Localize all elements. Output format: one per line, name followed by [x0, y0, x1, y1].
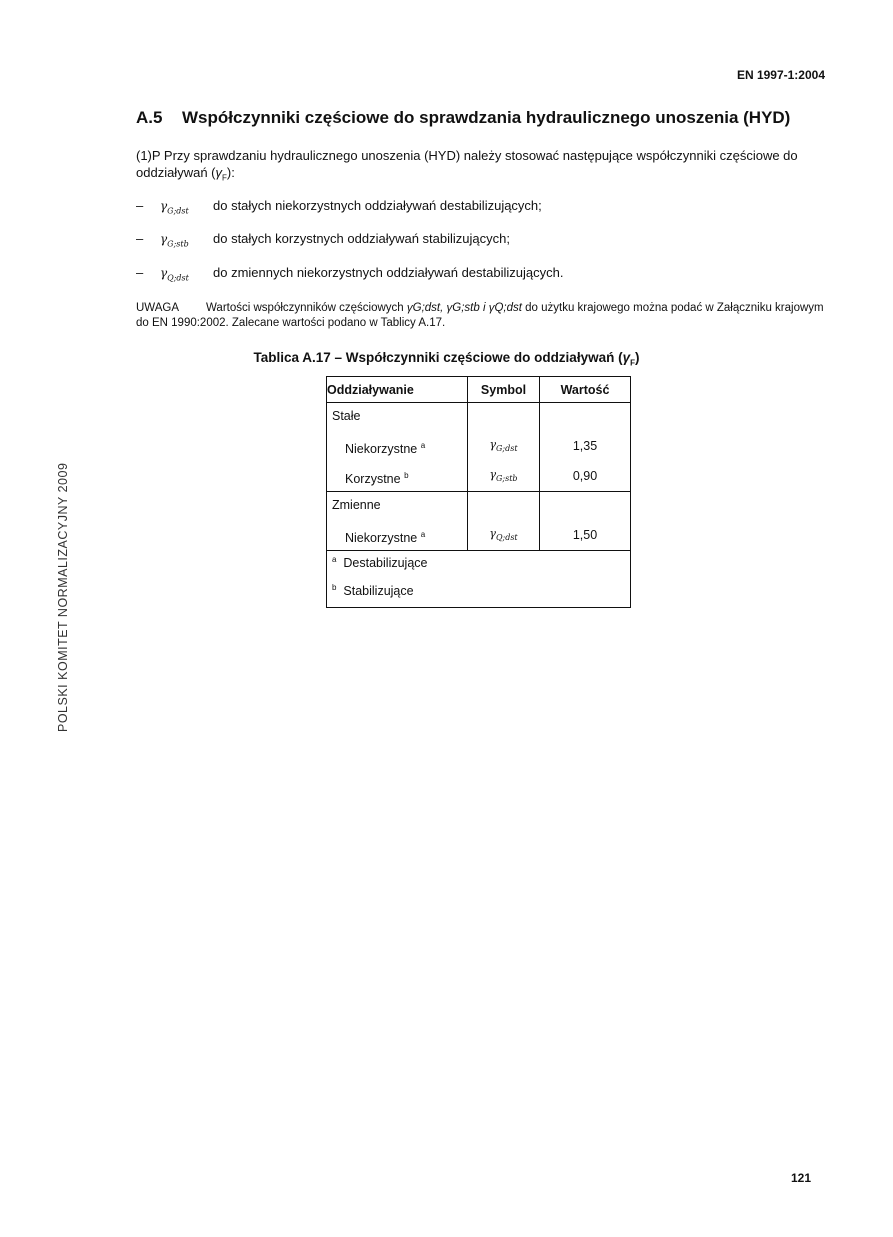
- note-symbols: γG;dst, γG;stb i γQ;dst: [406, 302, 522, 314]
- group-label-cell: Zmienne: [327, 492, 468, 521]
- footnote-row: [327, 551, 631, 580]
- symbol-cell: $\gamma_{Q;dst}$: [468, 520, 540, 551]
- table-row: [327, 492, 631, 521]
- group-label-cell: Stałe: [327, 403, 468, 432]
- paragraph: [136, 147, 816, 187]
- list-symbol: $\gamma_{Q;dst}$: [160, 266, 189, 283]
- list-dash: –: [136, 265, 144, 280]
- list-text: do stałych korzystnych oddziaływań stabilizujących;: [213, 231, 510, 246]
- paragraph-text: (1)P Przy sprawdzaniu hydraulicznego unoszenia (HYD) należy stosować następujące współczynniki częściowe do oddziaływań (: [136, 148, 798, 180]
- list-text: do stałych niekorzystnych oddziaływań destabilizujących;: [213, 198, 542, 213]
- table-header-row: [327, 377, 631, 403]
- gamma-symbol: γ: [215, 165, 222, 180]
- gamma-symbol: γ: [622, 350, 631, 365]
- factors-table: [326, 376, 631, 608]
- header-cell: Wartość: [540, 377, 631, 403]
- list-item: [136, 231, 510, 249]
- footnote-row: [327, 579, 631, 608]
- list-item: [136, 198, 542, 216]
- table-row: [327, 431, 631, 461]
- list-dash: –: [136, 198, 144, 213]
- side-watermark: POLSKI KOMITET NORMALIZACYJNY 2009: [56, 462, 70, 732]
- section-title: Współczynniki częściowe do sprawdzania hydraulicznego unoszenia (HYD): [182, 108, 791, 127]
- table-row: [327, 461, 631, 492]
- table-row: [327, 520, 631, 551]
- header-cell: Oddziaływanie: [327, 377, 468, 403]
- paragraph-text-end: ):: [226, 165, 235, 180]
- value-cell: 1,50: [540, 520, 631, 551]
- footnote-cell: $^b$ Stabilizujące: [327, 579, 631, 608]
- table-row: [327, 403, 631, 432]
- symbol-cell: $\gamma_{G;dst}$: [468, 431, 540, 461]
- row-name-cell: Niekorzystne $^a$: [327, 520, 468, 551]
- section-number: A.5: [136, 108, 163, 127]
- list-symbol: $\gamma_{G;dst}$: [160, 199, 189, 216]
- note-text-end: do użytku krajowego można podać w Załączniku krajowym do EN 1990:2002. Zalecane wartości podano w Tablicy A.17.: [136, 302, 824, 329]
- list-text: do zmiennych niekorzystnych oddziaływań destabilizujących.: [213, 265, 564, 280]
- note-label: UWAGA: [136, 302, 180, 314]
- row-name-cell: Korzystne $^b$: [327, 461, 468, 492]
- note-text: Wartości współczynników częściowych: [206, 302, 407, 314]
- note: [136, 301, 826, 331]
- symbol-subscript: F: [222, 173, 227, 183]
- row-name-cell: Niekorzystne $^a$: [327, 431, 468, 461]
- document-id: EN 1997-1:2004: [736, 68, 825, 82]
- list-symbol: $\gamma_{G;stb}$: [160, 232, 189, 249]
- list-item: [136, 265, 563, 283]
- page-number: 121: [790, 1171, 811, 1185]
- table-caption: Tablica A.17 – Współczynniki częściowe do oddziaływań $(\gamma_F)$: [253, 350, 640, 368]
- section-heading: [136, 108, 790, 128]
- value-cell: 0,90: [540, 461, 631, 492]
- header-cell: Symbol: [468, 377, 540, 403]
- value-cell: 1,35: [540, 431, 631, 461]
- list-dash: –: [136, 231, 144, 246]
- footnote-cell: $^a$ Destabilizujące: [327, 551, 631, 580]
- symbol-cell: $\gamma_{G;stb}$: [468, 461, 540, 492]
